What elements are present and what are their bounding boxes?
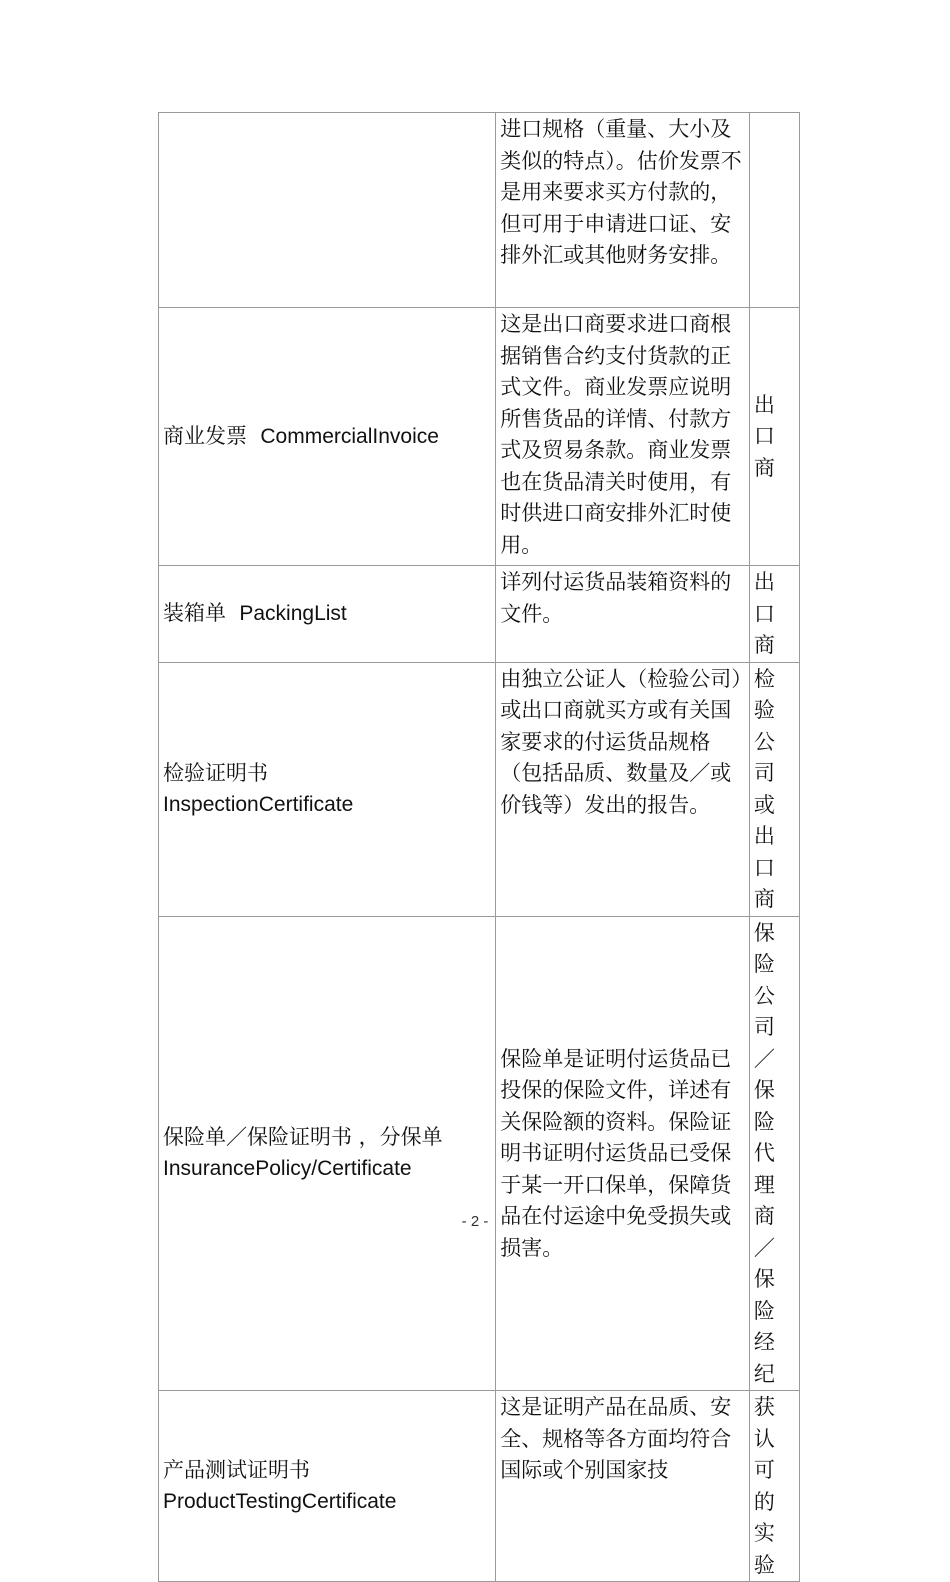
table-row (159, 566, 800, 663)
document-description: 保险单是证明付运货品已投保的保险文件，详述有关保险额的资料。保险证明书证明付运货品已受保于某一开口保单，保障货品在付运途中免受损失或损害。 (496, 916, 750, 1391)
document-name-en: InspectionCertificate (163, 793, 354, 816)
table-row (159, 308, 800, 566)
document-name-en: InsurancePolicy/Certificate (163, 1157, 412, 1181)
document-name-cn: 商业发票 (163, 423, 247, 448)
document-name-cn: 产品测试证明书 (163, 1457, 310, 1482)
document-description: 由独立公证人（检验公司）或出口商就买方或有关国家要求的付运货品规格（包括品质、数量及／或价钱等）发出的报告。 (496, 662, 750, 916)
page-number: - 2 - (461, 1213, 489, 1230)
document-name-en: ProductTestingCertificate (163, 1490, 397, 1513)
document-description: 这是证明产品在品质、安全、规格等各方面均符合国际或个别国家技 (496, 1391, 750, 1582)
documents-table (158, 112, 800, 1582)
table-row (159, 662, 800, 916)
document-description: 详列付运货品装箱资料的文件。 (496, 566, 750, 663)
document-name-en: CommercialInvoice (260, 424, 439, 448)
document-issuer: 检验公司或出口商 (749, 662, 799, 916)
document-issuer: 出口商 (749, 566, 799, 663)
document-description: 这是出口商要求进口商根据销售合约支付货款的正式文件。商业发票应说明所售货品的详情、付款方式及贸易条款。商业发票也在货品清关时使用，有时供进口商安排外汇时使用。 (496, 308, 750, 566)
document-issuer: 出口商 (749, 308, 799, 566)
document-name-cn: 装箱单 (163, 601, 226, 625)
table-row (159, 113, 800, 308)
document-issuer: 获认可的实验 (749, 1391, 799, 1582)
document-issuer: 保险公司／保险代理商／保险经纪 (749, 916, 799, 1391)
document-name-cell (159, 113, 496, 308)
document-name-cell (159, 1391, 496, 1582)
table-row (159, 916, 800, 1391)
document-name-cell (159, 308, 496, 566)
document-name-en: PackingList (239, 602, 347, 625)
document-name-cell (159, 566, 496, 663)
table-row (159, 1391, 800, 1582)
document-name-cn: 保险单／保险证明书 ，分保单 (163, 1124, 443, 1149)
document-issuer (749, 113, 799, 308)
document-description: 进口规格（重量、大小及类似的特点）。估价发票不是用来要求买方付款的，但可用于申请进口证、安排外汇或其他财务安排。 (496, 113, 750, 308)
document-name-cell (159, 916, 496, 1391)
document-name-cell (159, 662, 496, 916)
document-name-cn: 检验证明书 (163, 760, 268, 785)
